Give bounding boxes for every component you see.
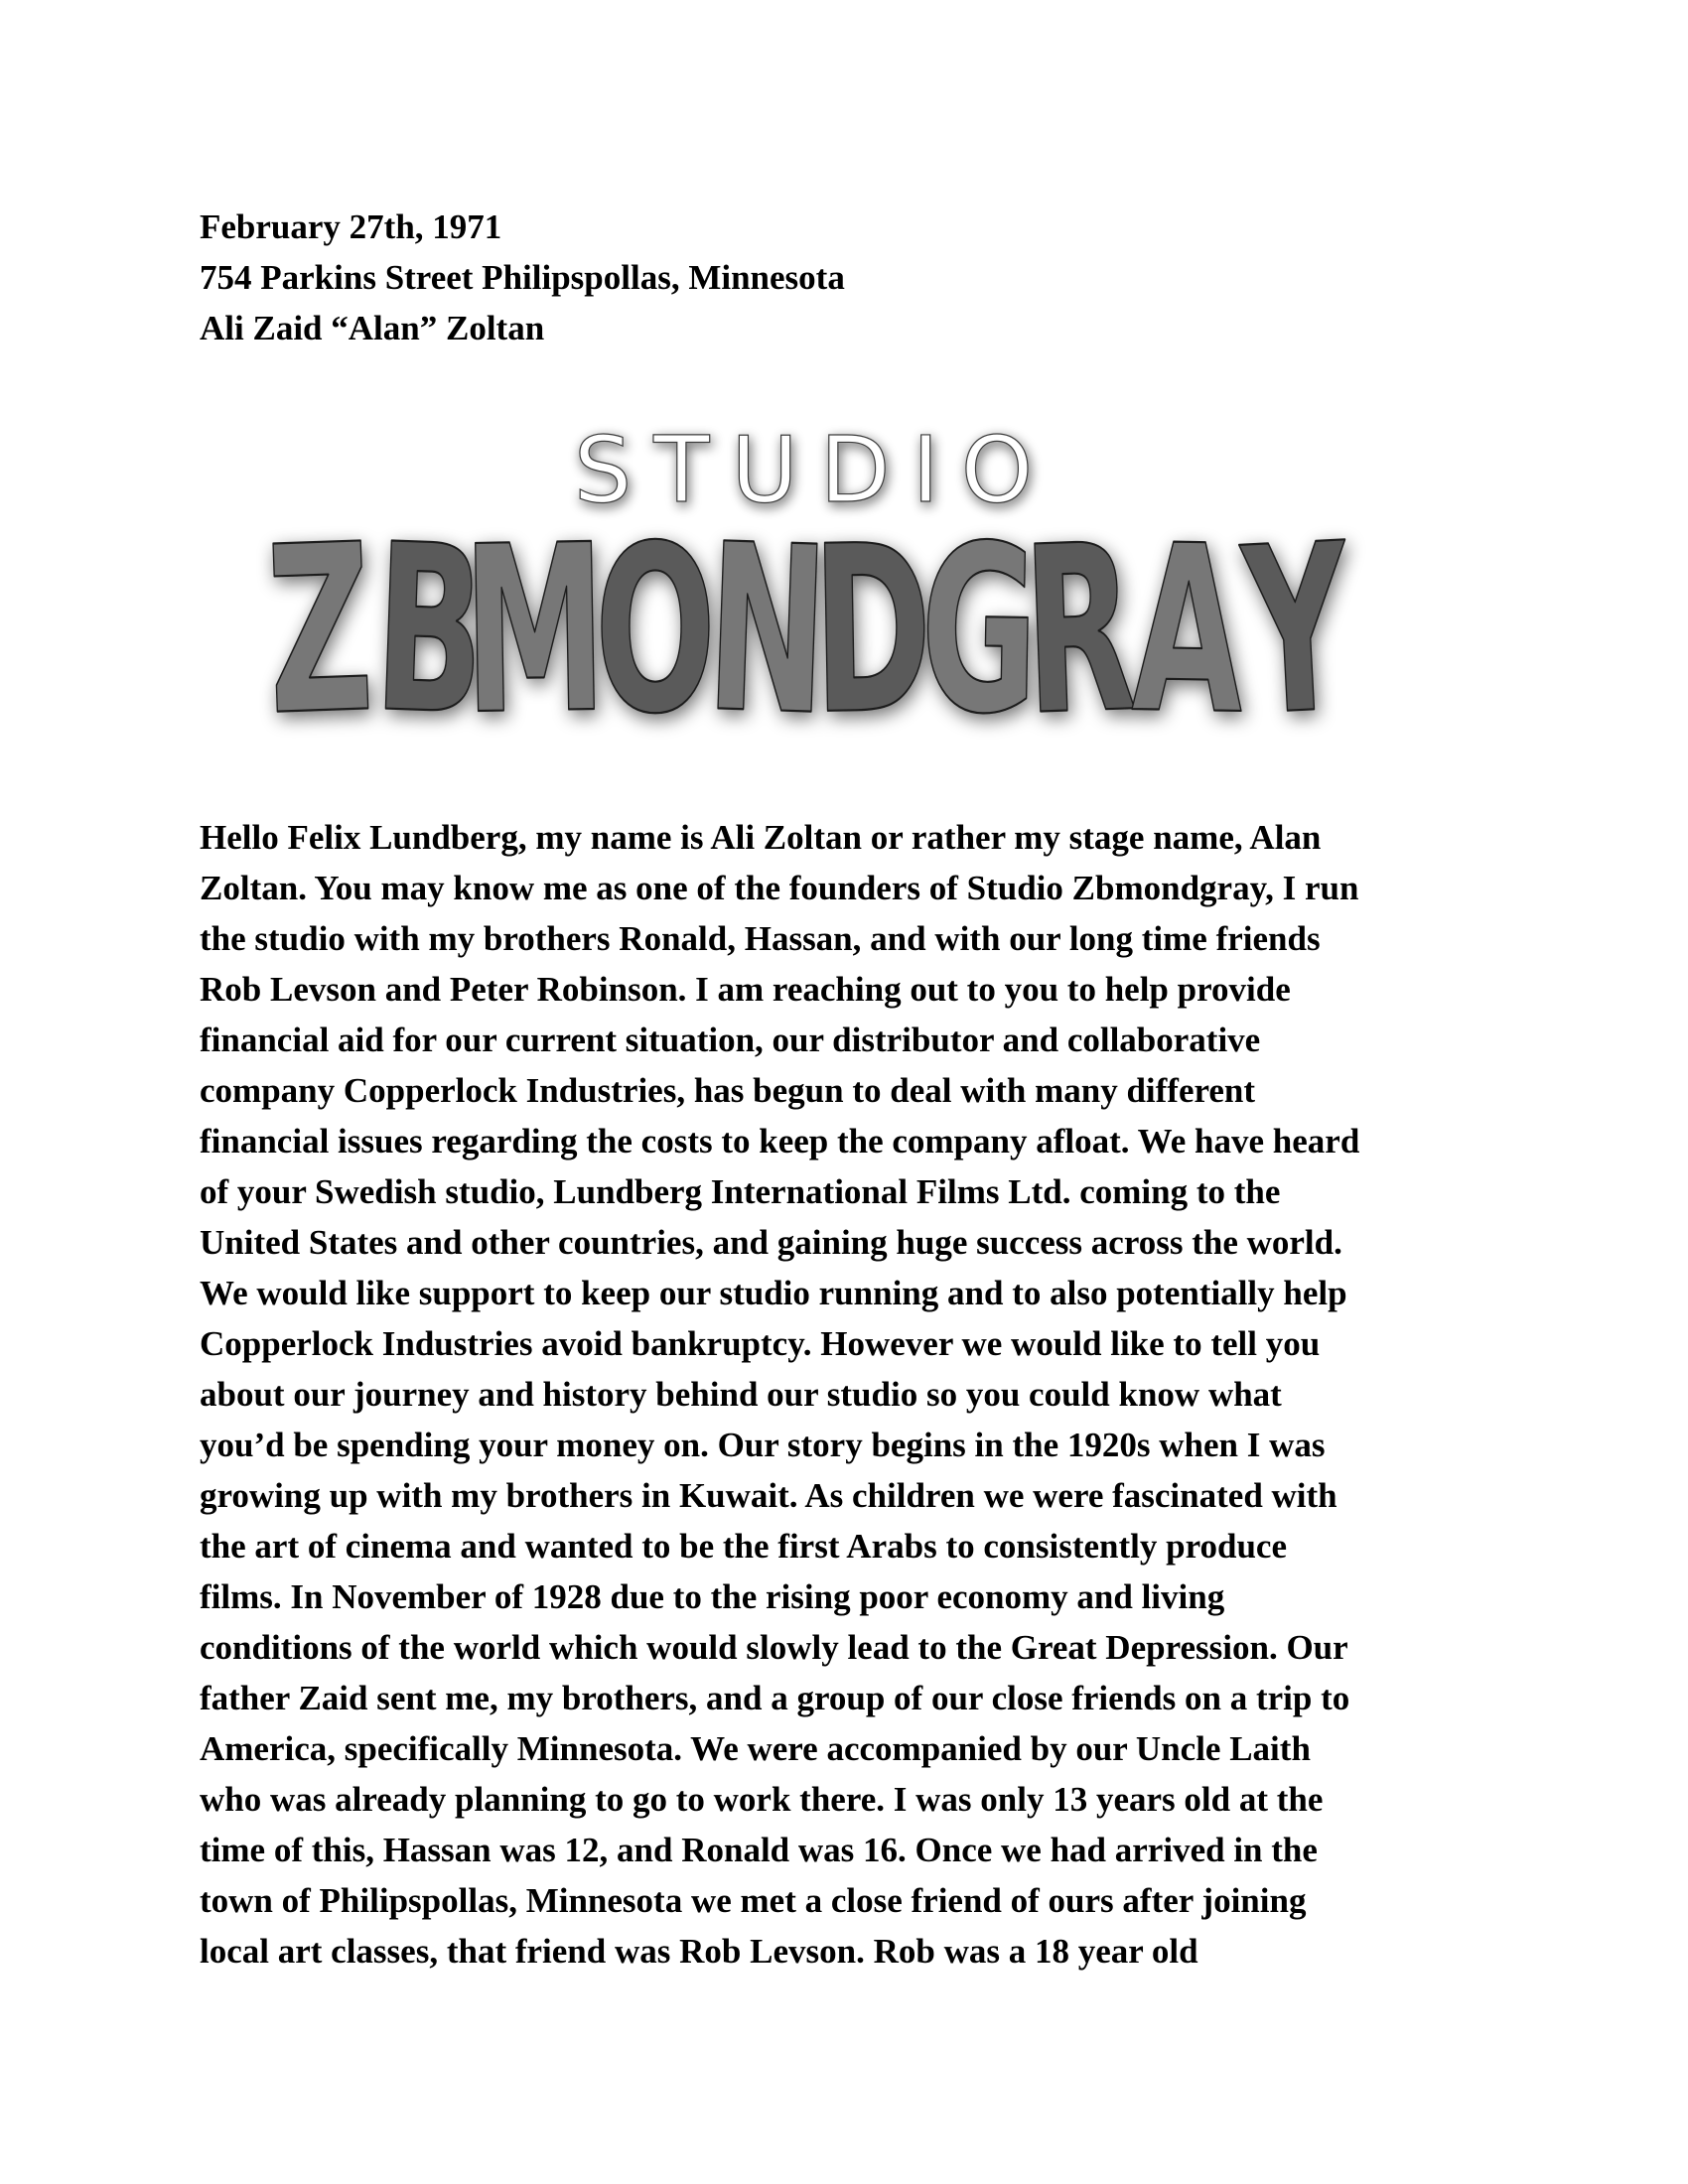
logo-letter: D xyxy=(810,494,934,766)
sender-name: Ali Zaid “Alan” Zoltan xyxy=(200,309,545,347)
body-line: financial aid for our current situation, our distributor and collaborative xyxy=(200,1021,1261,1059)
logo-letter: G xyxy=(918,494,1041,766)
body-line: conditions of the world which would slowly lead to the Great Depression. Our xyxy=(200,1628,1348,1667)
body-line: United States and other countries, and gaining huge success across the world. xyxy=(200,1223,1342,1262)
body-line: America, specifically Minnesota. We were accompanied by our Uncle Laith xyxy=(200,1729,1311,1768)
body-line: Zoltan. You may know me as one of the founders of Studio Zbmondgray, I run xyxy=(200,869,1359,907)
body-line: Rob Levson and Peter Robinson. I am reaching out to you to help provide xyxy=(200,970,1291,1009)
body-line: growing up with my brothers in Kuwait. As children we were fascinated with xyxy=(200,1476,1337,1515)
logo-main-word xyxy=(263,493,1356,767)
logo-letter: M xyxy=(461,494,609,766)
body-line: Hello Felix Lundberg, my name is Ali Zoltan or rather my stage name, Alan xyxy=(200,818,1322,857)
letter-header xyxy=(200,202,845,353)
studio-logo xyxy=(238,397,1390,767)
logo-letter: R xyxy=(1020,494,1140,767)
body-line: time of this, Hassan was 12, and Ronald was 16. Once we had arrived in the xyxy=(200,1831,1318,1869)
logo-top-word: STUDIO xyxy=(573,417,1055,523)
body-line: father Zaid sent me, my brothers, and a group of our close friends on a trip to xyxy=(200,1679,1350,1717)
body-line: company Copperlock Industries, has begun to deal with many different xyxy=(200,1071,1256,1110)
logo-letter: N xyxy=(702,493,832,767)
sender-address: 754 Parkins Street Philipspollas, Minnesota xyxy=(200,258,845,297)
logo-letter: O xyxy=(594,495,717,765)
letter-body xyxy=(200,812,1359,1977)
body-line: you’d be spending your money on. Our story begins in the 1920s when I was xyxy=(200,1426,1326,1464)
body-line: who was already planning to go to work there. I was only 13 years old at the xyxy=(200,1780,1324,1819)
body-line: Copperlock Industries avoid bankruptcy. However we would like to tell you xyxy=(200,1324,1321,1363)
body-line: films. In November of 1928 due to the rising poor economy and living xyxy=(200,1577,1225,1616)
body-line: the studio with my brothers Ronald, Hassan, and with our long time friends xyxy=(200,919,1321,958)
logo-letter: A xyxy=(1130,494,1246,766)
logo-letter: Y xyxy=(1237,493,1355,767)
body-line: local art classes, that friend was Rob Levson. Rob was a 18 year old xyxy=(200,1932,1198,1971)
body-line: the art of cinema and wanted to be the first Arabs to consistently produce xyxy=(200,1527,1287,1566)
logo-letter: B xyxy=(370,494,490,767)
studio-logo-graphic xyxy=(238,397,1390,767)
letter-date: February 27th, 1971 xyxy=(200,207,502,246)
body-line: We would like support to keep our studio running and to also potentially help xyxy=(200,1274,1347,1312)
body-line: town of Philipspollas, Minnesota we met a close friend of ours after joining xyxy=(200,1881,1307,1920)
logo-letter: Z xyxy=(263,494,377,767)
body-line: of your Swedish studio, Lundberg International Films Ltd. coming to the xyxy=(200,1172,1281,1211)
body-line: about our journey and history behind our studio so you could know what xyxy=(200,1375,1282,1414)
body-line: financial issues regarding the costs to keep the company afloat. We have heard xyxy=(200,1122,1360,1160)
